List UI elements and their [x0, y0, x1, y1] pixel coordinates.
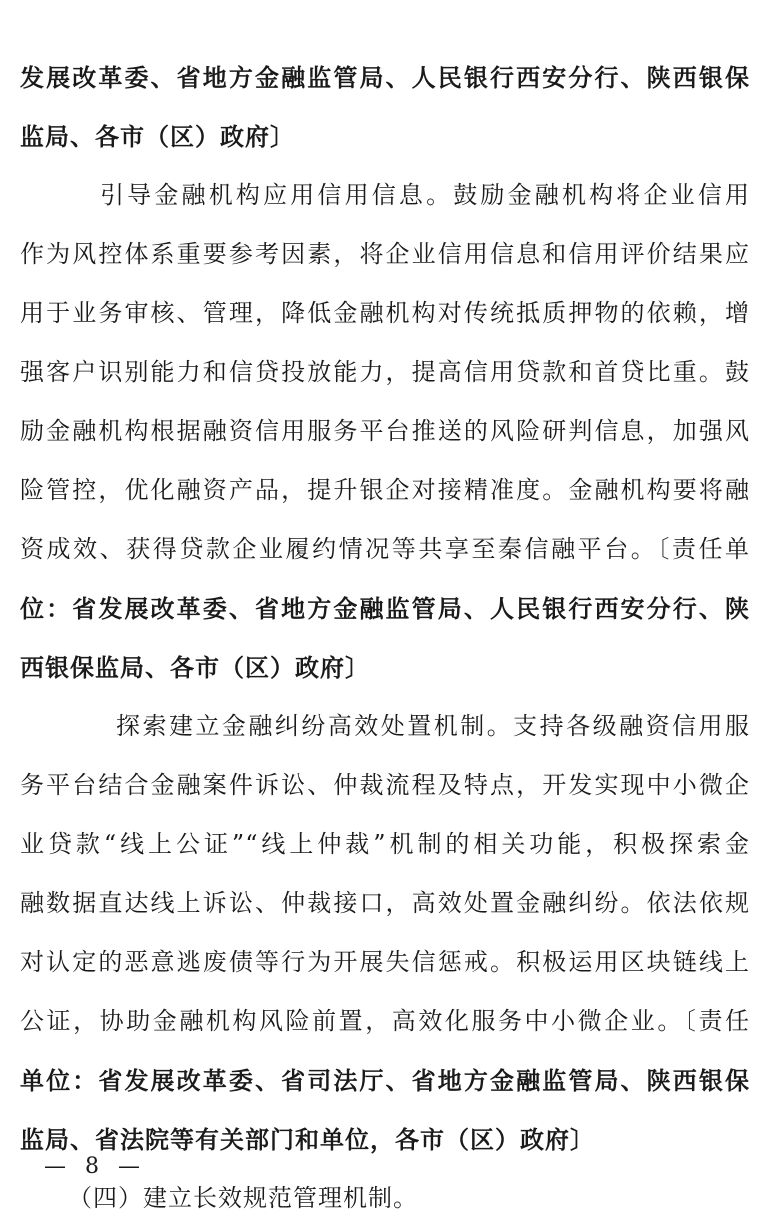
text-line: 西银保监局、各市（区）政府〕: [20, 653, 370, 682]
paragraph-lead-line: 探索建立金融纠纷高效处置机制。支持各级融资信用服: [116, 712, 750, 740]
section-heading: （四）建立长效规范管理机制。: [68, 1184, 418, 1212]
text-line: 励金融机构根据融资信用服务平台推送的风险研判信息，加强风: [20, 417, 750, 445]
paragraph-lead-line: 引导金融机构应用信用信息。鼓励金融机构将企业信用: [100, 181, 750, 209]
text-line: 对认定的恶意逃废债等行为开展失信惩戒。积极运用区块链线上: [20, 948, 750, 976]
page-number: — 8 —: [44, 1154, 146, 1179]
text-line: 业贷款“线上公证”“线上仲裁”机制的相关功能，积极探索金: [20, 830, 750, 858]
text-line: 务平台结合金融案件诉讼、仲裁流程及特点，开发实现中小微企: [20, 771, 750, 799]
text-line: 融数据直达线上诉讼、仲裁接口，高效处置金融纠纷。依法依规: [20, 889, 750, 917]
text-line: 位：省发展改革委、省地方金融监管局、人民银行西安分行、陕: [20, 594, 750, 623]
text-line: 作为风控体系重要参考因素，将企业信用信息和信用评价结果应: [20, 240, 750, 268]
document-page: [20, 48, 750, 1228]
text-line: 单位：省发展改革委、省司法厅、省地方金融监管局、陕西银保: [20, 1066, 750, 1095]
text-line: 险管控，优化融资产品，提升银企对接精准度。金融机构要将融: [20, 476, 750, 504]
text-line: 监局、各市（区）政府〕: [20, 122, 295, 151]
text-line: 公证，协助金融机构风险前置，高效化服务中小微企业。〔责任: [20, 1007, 750, 1035]
text-line: 资成效、获得贷款企业履约情况等共享至秦信融平台。〔责任单: [20, 535, 750, 563]
text-line: 监局、省法院等有关部门和单位，各市（区）政府〕: [20, 1125, 595, 1154]
text-line: 强客户识别能力和信贷投放能力，提高信用贷款和首贷比重。鼓: [20, 358, 750, 386]
text-line: 用于业务审核、管理，降低金融机构对传统抵质押物的依赖，增: [20, 299, 750, 327]
text-line: 发展改革委、省地方金融监管局、人民银行西安分行、陕西银保: [20, 63, 750, 92]
